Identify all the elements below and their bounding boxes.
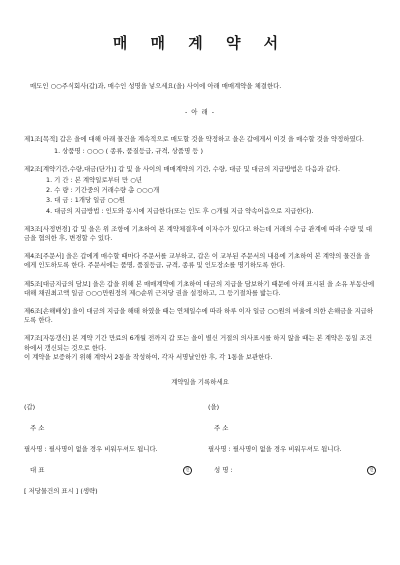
name-label: 대 표 bbox=[30, 466, 45, 475]
contract-date-line: 계약일을 기록하세요 bbox=[171, 378, 229, 387]
article-text: 제7조[자동갱신] 본 계약 기간 만료의 6개월 전까지 갑 또는 을이 별신 거절의 의사표시를 하지 않을 때는 본 계약은 동일 조건하에서 갱신되는 것으로 한다. bbox=[24, 334, 373, 352]
party-role: (갑) bbox=[24, 403, 36, 412]
document-title: 매 매 계 약 서 bbox=[112, 34, 288, 52]
article-4 bbox=[24, 252, 376, 270]
article-7 bbox=[24, 334, 376, 352]
closing-paragraph: 이 계약을 보증하기 위해 계약서 2통을 작성하여, 각자 서명날인한 후, 각 1통을 보관한다. bbox=[24, 352, 273, 361]
article-item: 1. 기 간 : 본 계약일로부터 만 ○년 bbox=[46, 176, 142, 185]
name-row bbox=[208, 466, 376, 475]
intro-paragraph: 매도인 ○○주식회사(갑)과, 매수인 성명을 넣으세요(을) 사이에 아래 매매계약을 체결한다. bbox=[30, 82, 282, 90]
article-items bbox=[24, 176, 376, 216]
article-items bbox=[24, 147, 376, 156]
party-role: (을) bbox=[208, 403, 220, 412]
seal-mark-icon: 인 bbox=[367, 466, 376, 475]
article-text: 제5조[대금지급의 담보] 을은 갑을 위해 본 매매계약에 기초하여 대금의 지급을 담보하기 때문에 아래 표시된 을 소유 부동산에 대해 채권최고액 일금 ○○○만원정의 제○순위 근저당 권을 설정하고, 그 등기절차를 밟는다. bbox=[24, 279, 375, 297]
article-text: 제4조[주문서] 을은 갑에게 매수할 때마다 주문서를 교부하고, 갑은 이 교부된 주문서의 내용에 기초하여 본 계약의 물건을 을에게 인도하도록 한다. 주문서에는 품명, 품질등급, 규격, 종류 및 인도장소를 명기하도록 한다. bbox=[24, 252, 371, 270]
name-label: 성 명 : bbox=[214, 466, 233, 475]
article-text: 제1조[목적] 갑은 을에 대해 아래 물건을 계속적으로 매도할 것을 약정하고 을은 갑에게서 이것 을 매수할 것을 약정하였다. bbox=[24, 135, 364, 144]
article-item: 4. 대금의 지급방법 : 인도와 동시에 지급한다(또는 인도 후 ○개월 지급 약속어음으로 지급한다). bbox=[46, 206, 314, 215]
signer-row: 필사명 : 필사명이 없을 경우 비워두셔도 됩니다. bbox=[208, 445, 342, 454]
article-2 bbox=[24, 165, 376, 216]
collateral-note: [ 저당물건의 표시 ] (생략) bbox=[24, 487, 98, 496]
article-text: 제3조[사정변경] 갑 및 을은 위 조항에 기초하여 본 계약체결후에 이자수가 있다고 하는데 거래의 수급 관계에 따라 수량 및 대금을 협의한 후, 변경할 수 있다. bbox=[24, 224, 373, 243]
article-6 bbox=[24, 307, 376, 325]
party-seller bbox=[24, 403, 192, 487]
article-item: 1. 상품명 : ○○○ ( 종류, 품질등급, 규격, 상품명 등 ) bbox=[54, 146, 203, 155]
article-5 bbox=[24, 280, 376, 298]
seal-mark-icon: 인 bbox=[183, 466, 192, 475]
article-3 bbox=[24, 225, 376, 243]
address-label: 주 소 bbox=[214, 424, 229, 433]
signature-block bbox=[24, 403, 376, 487]
signer-row: 필사명 : 필사명이 없을 경우 비워두셔도 됩니다. bbox=[24, 445, 158, 454]
article-item: 2. 수 량 : 기간중의 거래수량 총 ○○○개 bbox=[46, 186, 160, 195]
address-row bbox=[208, 424, 376, 433]
article-1 bbox=[24, 135, 376, 155]
article-text: 제6조[손해배상] 을이 대금의 지급을 해태 하였을 때는 연체일수에 따라 하루 이자 일금 ○○원의 비율에 의한 손해금을 지급하도록 한다. bbox=[24, 307, 374, 325]
address-row bbox=[24, 424, 192, 433]
article-text: 제2조[계약기간,수량,대금(단가)] 갑 및 을 사이의 매매계약의 기간, 수량, 대금 및 대금의 지급방법은 다음과 같다. bbox=[24, 164, 341, 173]
name-row bbox=[24, 466, 192, 475]
address-label: 주 소 bbox=[30, 424, 45, 433]
article-item: 3. 대 금 : 1개당 일금 ○○원 bbox=[46, 196, 125, 205]
party-buyer bbox=[208, 403, 376, 487]
section-marker: - 아 래 - bbox=[184, 108, 216, 117]
